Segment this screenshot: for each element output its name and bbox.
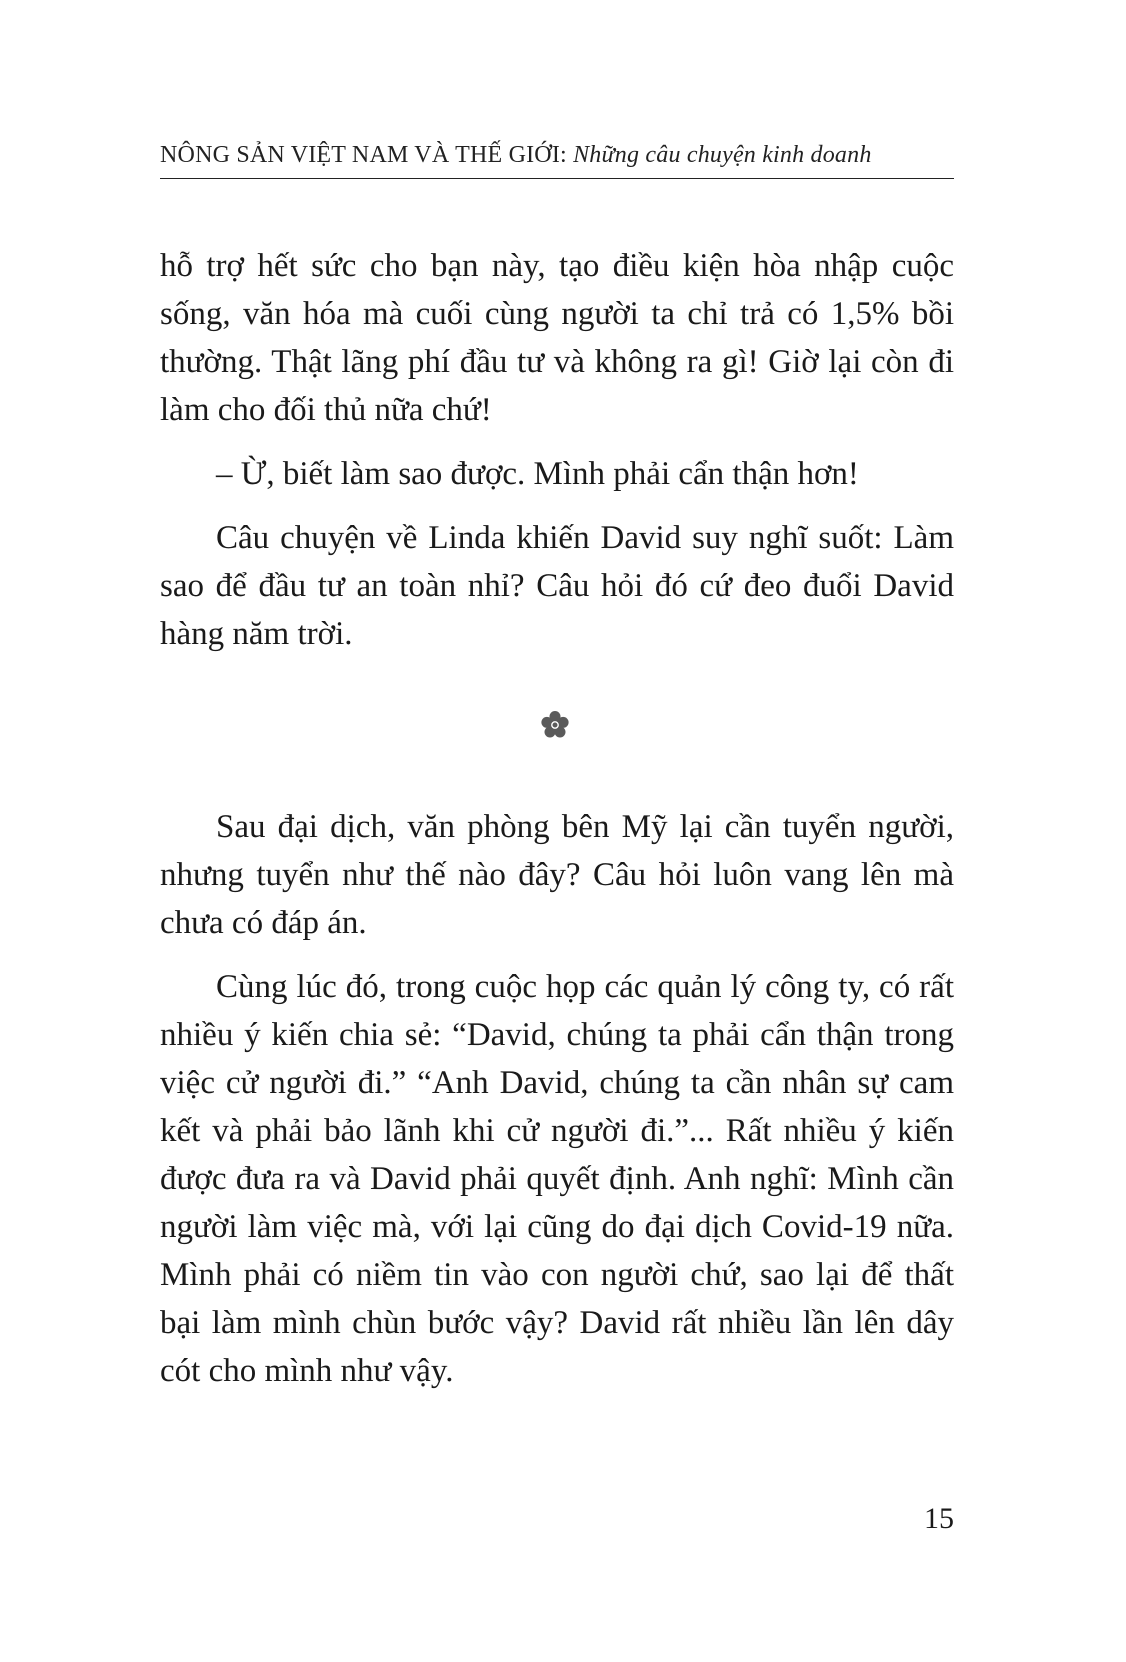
paragraph-meeting: Cùng lúc đó, trong cuộc họp các quản lý công ty, có rất nhiều ý kiến chia sẻ: “David, chúng ta phải cẩn thận trong việc cử người đi.” “Anh David, chúng ta cần nhân sự cam kết và phải bảo lãnh khi cử người đi.”... Rất nhiều ý kiến được đưa ra và David phải quyết định. Anh nghĩ: Mình cần người làm việc mà, với lại cũng do đại dịch Covid-19 nữa. Mình phải có niềm tin vào con người chứ, sao lại để thất bại làm mình chùn bước vậy? David rất nhiều lần lên dây cót cho mình như vậy. xyxy=(160,969,954,1389)
flower-ornament-icon xyxy=(540,710,570,740)
header-title: NÔNG SẢN VIỆT NAM VÀ THẾ GIỚI: xyxy=(160,142,567,168)
page-number: 15 xyxy=(924,1502,954,1535)
running-header xyxy=(160,138,954,179)
header-subtitle: Những câu chuyện kinh doanh xyxy=(573,142,872,168)
paragraph-continuation: hỗ trợ hết sức cho bạn này, tạo điều kiện hòa nhập cuộc sống, văn hóa mà cuối cùng người ta chỉ trả có 1,5% bồi thường. Thật lãng phí đầu tư và không ra gì! Giờ lại còn đi làm cho đối thủ nữa chứ! xyxy=(160,248,954,428)
paragraph-linda-story: Câu chuyện về Linda khiến David suy nghĩ suốt: Làm sao để đầu tư an toàn nhỉ? Câu hỏi đó cứ đeo đuổi David hàng năm trời. xyxy=(160,520,954,652)
paragraph-dialogue: – Ừ, biết làm sao được. Mình phải cẩn thận hơn! xyxy=(216,456,859,492)
paragraph-after-pandemic: Sau đại dịch, văn phòng bên Mỹ lại cần tuyển người, nhưng tuyển như thế nào đây? Câu hỏi luôn vang lên mà chưa có đáp án. xyxy=(160,809,954,941)
